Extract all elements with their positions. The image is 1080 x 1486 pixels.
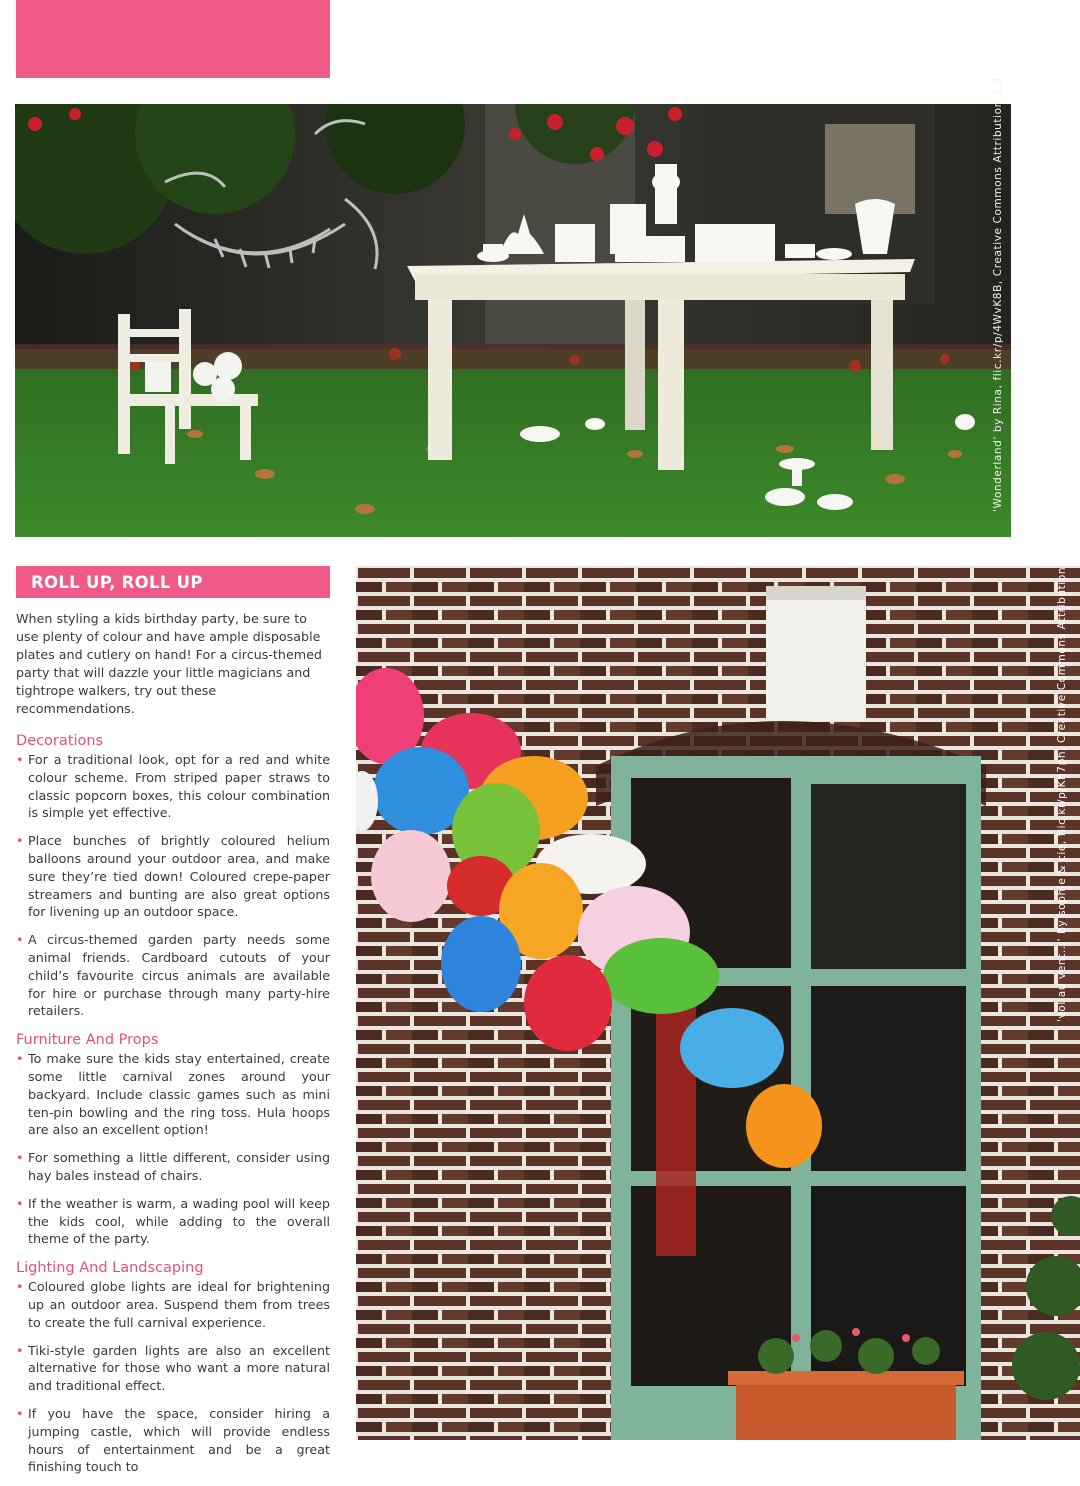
photo-credit-balloons: 'vol au vent...' by sophie & cie, flic.kr/p/Kh7ph, Creative Commons Attribution 2.0 — [1056, 544, 1068, 1022]
list-item: • For a traditional look, opt for a red and white colour scheme. From striped paper straws to classic popcorn boxes, this colour combination is simple yet effective. — [16, 751, 330, 822]
list-lighting — [16, 1278, 330, 1476]
list-item: • Coloured globe lights are ideal for brightening up an outdoor area. Suspend them from trees to create the full carnival experience. — [16, 1278, 330, 1331]
list-item: • To make sure the kids stay entertained, create some little carnival zones around your backyard. Include classic games such as mini ten-pin bowling and the ring toss. Hula hoops are also an excellent option! — [16, 1050, 330, 1139]
photo-balloons — [356, 566, 1080, 1440]
photo-balloons-illustration — [356, 566, 1080, 1440]
list-item: • If the weather is warm, a wading pool will keep the kids cool, while adding to the overall theme of the party. — [16, 1195, 330, 1248]
list-furniture — [16, 1050, 330, 1248]
list-item: • A circus-themed garden party needs some animal friends. Cardboard cutouts of your child’s favourite circus animals are available for hire or purchase through many party-hire retailers. — [16, 931, 330, 1020]
subheading-furniture: Furniture And Props — [16, 1032, 159, 1049]
list-decorations — [16, 751, 330, 1020]
list-item: • Tiki-style garden lights are also an excellent alternative for those who want a more natural and traditional effect. — [16, 1342, 330, 1395]
photo-credit-wonderland: 'Wonderland' by Rina, flic.kr/p/4WvK8B, Creative Commons Attribution 2.0 — [992, 77, 1004, 512]
article-intro: When styling a kids birthday party, be sure to use plenty of colour and have ample disposable plates and cutlery on hand! For a circus-themed party that will dazzle your little magicians and tightrope walkers, try out these recommendations. — [16, 611, 322, 716]
subheading-decorations: Decorations — [16, 733, 104, 749]
photo-wonderland — [15, 104, 1011, 537]
article-title: ROLL UP, ROLL UP — [16, 566, 330, 598]
article-column — [16, 566, 330, 1486]
subheading-lighting: Lighting And Landscaping — [16, 1260, 204, 1277]
list-item: • For something a little different, consider using hay bales instead of chairs. — [16, 1149, 330, 1185]
list-item: • Place bunches of brightly coloured helium balloons around your outdoor area, and make sure they’re tied down! Coloured crepe-paper streamers and bunting are also great options for livening up an outdoor space. — [16, 832, 330, 921]
photo-wonderland-illustration — [15, 104, 1011, 537]
header-color-block — [16, 0, 330, 78]
list-item: • If you have the space, consider hiring a jumping castle, which will provide endless hours of entertainment and be a great finishing touch to — [16, 1405, 330, 1476]
